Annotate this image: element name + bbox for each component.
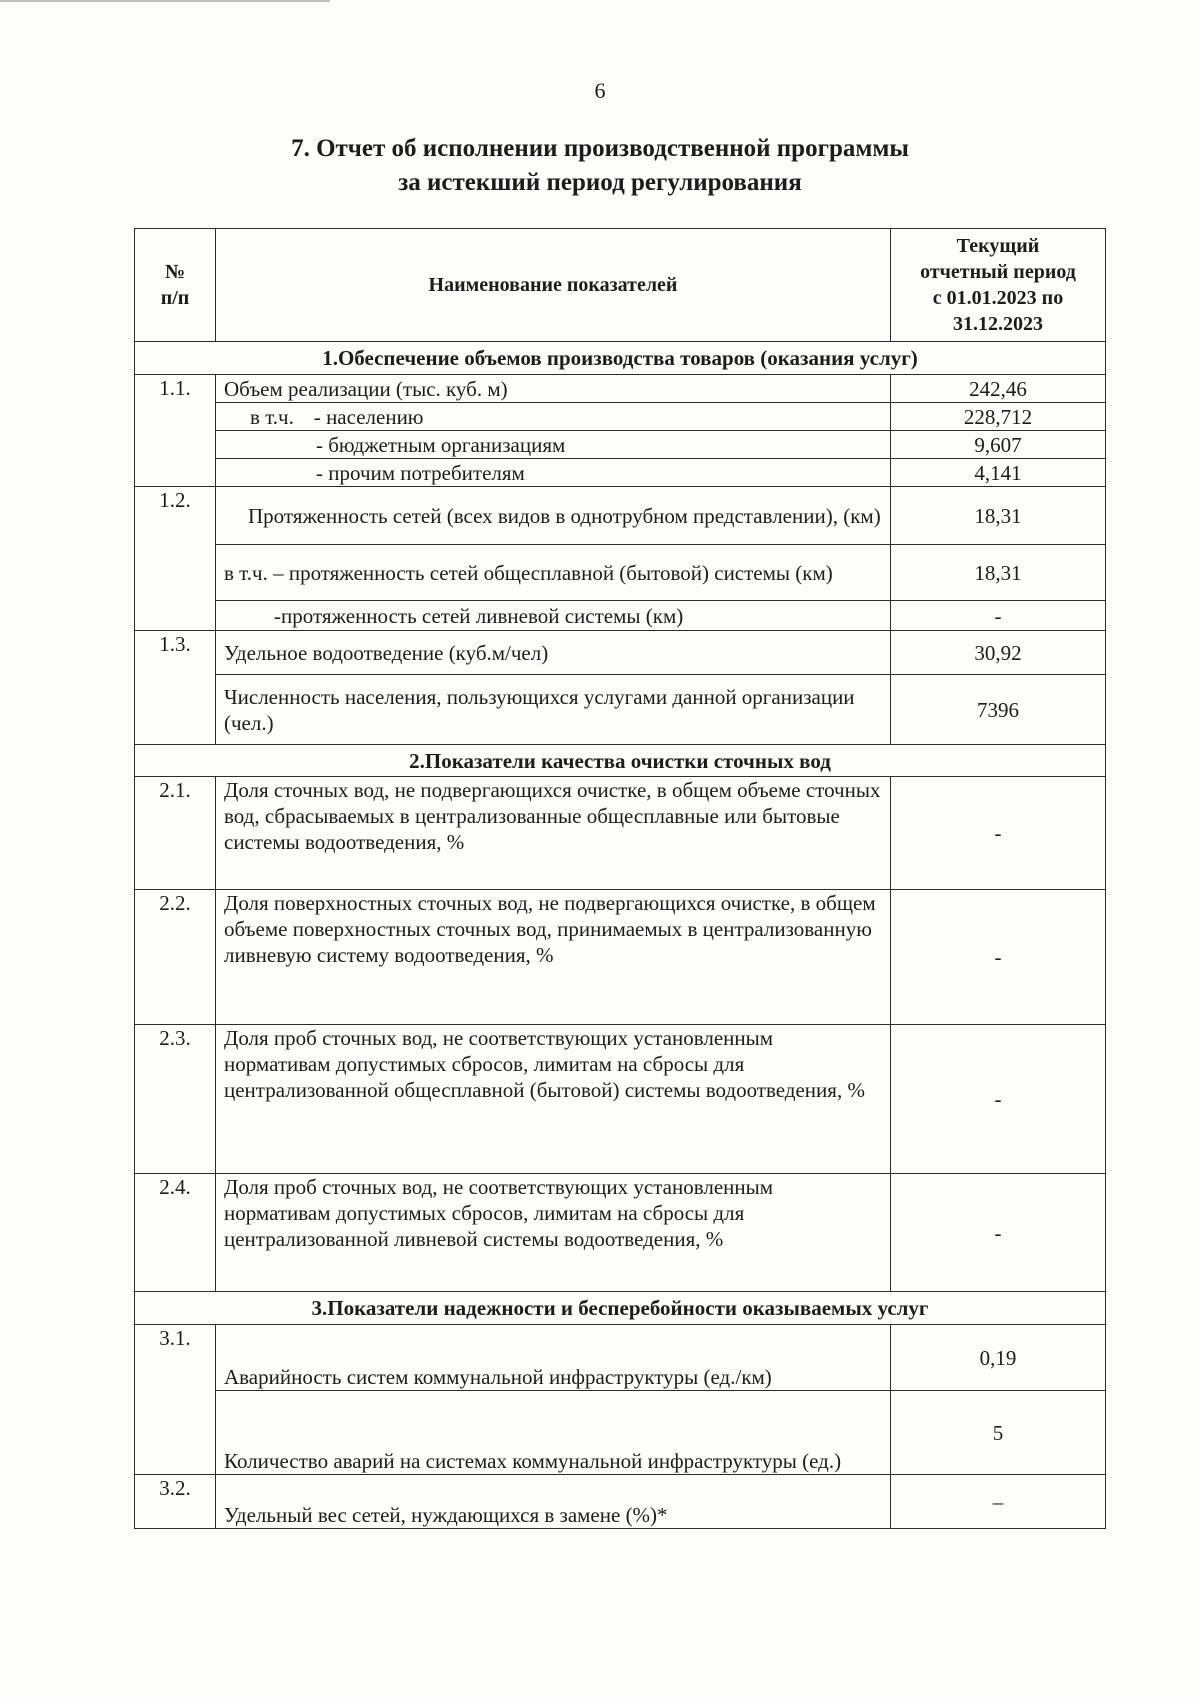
row-value: 30,92 bbox=[891, 631, 1106, 675]
table-row bbox=[135, 431, 1106, 459]
row-value: 242,46 bbox=[891, 375, 1106, 403]
table-row bbox=[135, 545, 1106, 601]
row-number: 2.3. bbox=[135, 1025, 216, 1174]
section-row bbox=[135, 342, 1106, 375]
row-value: 228,712 bbox=[891, 403, 1106, 431]
report-table bbox=[134, 228, 1106, 1529]
header-period-line-3: с 01.01.2023 по bbox=[932, 287, 1064, 309]
header-num bbox=[135, 229, 216, 342]
title-line-2: за истекший период регулирования bbox=[398, 169, 802, 196]
row-label-text: Протяженность сетей (всех видов в однотрубном представлении), (км) bbox=[248, 503, 881, 528]
table-row bbox=[135, 777, 1106, 890]
row-label: Численность населения, пользующихся услугами данной организации (чел.) bbox=[216, 675, 891, 745]
row-number: 1.1. bbox=[135, 375, 216, 487]
table-row bbox=[135, 1325, 1106, 1391]
row-label: - бюджетным организациям bbox=[216, 431, 891, 459]
header-num-line-1: № bbox=[164, 261, 186, 283]
row-number: 3.1. bbox=[135, 1325, 216, 1475]
section-title: 2.Показатели качества очистки сточных вод bbox=[135, 745, 1106, 777]
table-row bbox=[135, 1475, 1106, 1529]
row-value: – bbox=[891, 1475, 1106, 1529]
section-title: 3.Показатели надежности и бесперебойности оказываемых услуг bbox=[135, 1292, 1106, 1325]
row-label: -протяженность сетей ливневой системы (км) bbox=[216, 601, 891, 631]
row-value: - bbox=[891, 1025, 1106, 1174]
table-row bbox=[135, 1391, 1106, 1475]
row-label-text: - населению bbox=[313, 404, 424, 429]
row-value: 9,607 bbox=[891, 431, 1106, 459]
table-row bbox=[135, 459, 1106, 487]
page-title bbox=[0, 132, 1200, 200]
row-number: 1.2. bbox=[135, 487, 216, 631]
title-line-1: 7. Отчет об исполнении производственной программы bbox=[291, 135, 909, 162]
header-period-line-4: 31.12.2023 bbox=[953, 313, 1043, 335]
row-label: Объем реализации (тыс. куб. м) bbox=[216, 375, 891, 403]
row-value: 18,31 bbox=[891, 487, 1106, 545]
row-number: 2.2. bbox=[135, 890, 216, 1025]
table-row bbox=[135, 601, 1106, 631]
row-number: 1.3. bbox=[135, 631, 216, 745]
row-label: Доля поверхностных сточных вод, не подвергающихся очистке, в общем объеме поверхностных сточных вод, принимаемых в централизованную ливневую систему водоотведения, % bbox=[216, 890, 891, 1025]
page-number: 6 bbox=[594, 78, 606, 103]
row-label: Удельное водоотведение (куб.м/чел) bbox=[216, 631, 891, 675]
row-value: - bbox=[891, 1174, 1106, 1292]
row-value: - bbox=[891, 890, 1106, 1025]
row-value: 5 bbox=[891, 1391, 1106, 1475]
table-row bbox=[135, 1174, 1106, 1292]
row-value: 18,31 bbox=[891, 545, 1106, 601]
table-row bbox=[135, 1025, 1106, 1174]
table-row bbox=[135, 631, 1106, 675]
row-label bbox=[216, 487, 891, 545]
row-prefix: в т.ч. bbox=[250, 404, 294, 429]
row-label bbox=[216, 403, 891, 431]
row-number: 2.4. bbox=[135, 1174, 216, 1292]
header-period-line-1: Текущий bbox=[956, 235, 1040, 257]
row-label: Удельный вес сетей, нуждающихся в замене (%)* bbox=[216, 1475, 891, 1529]
row-label: - прочим потребителям bbox=[216, 459, 891, 487]
row-label: Количество аварий на системах коммунальной инфраструктуры (ед.) bbox=[216, 1391, 891, 1475]
table-row bbox=[135, 890, 1106, 1025]
section-title: 1.Обеспечение объемов производства товаров (оказания услуг) bbox=[135, 342, 1106, 375]
scan-top-edge-line bbox=[0, 0, 330, 2]
row-value: - bbox=[891, 777, 1106, 890]
table-row bbox=[135, 375, 1106, 403]
header-period bbox=[891, 229, 1106, 342]
row-label: Доля сточных вод, не подвергающихся очистке, в общем объеме сточных вод, сбрасываемых в централизованные общесплавные или бытовые системы водоотведения, % bbox=[216, 777, 891, 890]
row-value: - bbox=[891, 601, 1106, 631]
row-value: 0,19 bbox=[891, 1325, 1106, 1391]
table-row bbox=[135, 487, 1106, 545]
row-label: Аварийность систем коммунальной инфраструктуры (ед./км) bbox=[216, 1325, 891, 1391]
header-name: Наименование показателей bbox=[216, 229, 891, 342]
section-row bbox=[135, 745, 1106, 777]
row-number: 3.2. bbox=[135, 1475, 216, 1529]
table-row bbox=[135, 403, 1106, 431]
section-row bbox=[135, 1292, 1106, 1325]
row-label: Доля проб сточных вод, не соответствующих установленным нормативам допустимых сбросов, лимитам на сбросы для централизованной общесплавной (бытовой) системы водоотведения, % bbox=[216, 1025, 891, 1174]
table-row bbox=[135, 675, 1106, 745]
table-header-row bbox=[135, 229, 1106, 342]
row-label: в т.ч. – протяженность сетей общесплавной (бытовой) системы (км) bbox=[216, 545, 891, 601]
row-value: 7396 bbox=[891, 675, 1106, 745]
row-label: Доля проб сточных вод, не соответствующих установленным нормативам допустимых сбросов, лимитам на сбросы для централизованной ливневой системы водоотведения, % bbox=[216, 1174, 891, 1292]
header-num-line-2: п/п bbox=[160, 287, 190, 309]
row-number: 2.1. bbox=[135, 777, 216, 890]
row-value: 4,141 bbox=[891, 459, 1106, 487]
header-period-line-2: отчетный период bbox=[920, 261, 1076, 283]
